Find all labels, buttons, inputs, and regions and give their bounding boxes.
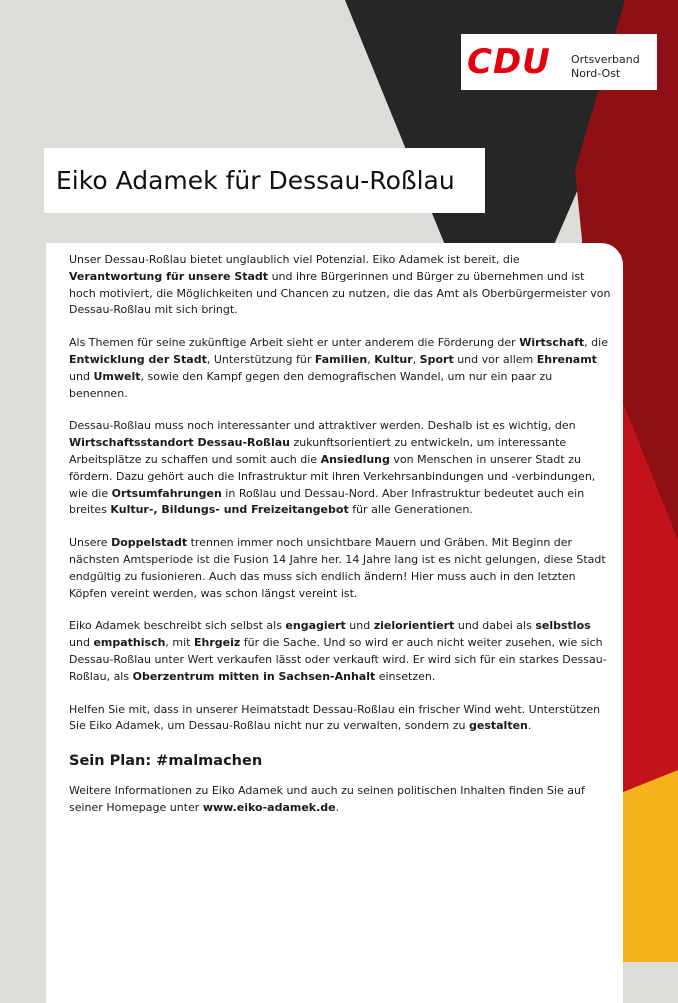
highlight: zielorientiert (373, 619, 455, 633)
logo-subtitle (571, 53, 640, 81)
highlight: Familien (314, 352, 368, 366)
logo-line-2: Nord-Ost (571, 67, 621, 80)
highlight: Ehrenamt (536, 352, 597, 366)
body-content (69, 252, 614, 817)
cdu-logo: CDU (467, 42, 551, 82)
paragraph-7: Weitere Informationen zu Eiko Adamek und auch zu seinen politischen Inhalten finden Sie auf seiner Homepage unter www.eiko-adamek.de. (69, 784, 585, 814)
highlight: Wirtschaft (519, 336, 585, 350)
highlight: Umwelt (93, 369, 141, 383)
highlight: Sport (419, 352, 454, 366)
paragraph-4: Unsere Doppelstadt trennen immer noch unsichtbare Mauern und Gräben. Mit Beginn der nächsten Amtsperiode ist die Fusion 14 Jahre her. 14 Jahre lang ist es nicht gelungen, diese Stadt endgültig zu fusionieren. Auch das muss sich endlich ändern! Hier muss auch in den letzten Köpfen vereint werden, was schon längst vereint ist. (69, 536, 606, 600)
paragraph-2: Als Themen für seine zukünftige Arbeit sieht er unter anderem die Förderung der Wirtschaft, die Entwicklung der Stadt, Unterstützung für Familien, Kultur, Sport und vor allem Ehrenamt und Umwelt, sowie den Kampf gegen den demografischen Wandel, um nur ein paar zu benennen. (69, 336, 608, 400)
highlight: gestalten (468, 719, 528, 733)
paragraph-5: Eiko Adamek beschreibt sich selbst als engagiert und zielorientiert und dabei als selbstlos und empathisch, mit Ehrgeiz für die Sache. Und so wird er auch nicht weiter zusehen, wie sich Dessau-Roßlau unter Wert verkaufen lässt oder verkauft wird. Er wird sich für ein starkes Dessau-Roßlau, als Oberzentrum mitten in Sachsen-Anhalt einsetzen. (69, 619, 607, 683)
paragraph-3: Dessau-Roßlau muss noch interessanter und attraktiver werden. Deshalb ist es wichtig, den Wirtschaftsstandort Dessau-Roßlau zukunftsorientiert zu entwickeln, um interessante Arbeitsplätze zu schaffen und somit auch die Ansiedlung von Menschen in unserer Stadt zu fördern. Dazu gehört auch die Infrastruktur mit ihren Verkehrsanbindungen und -verbindungen, wie die Ortsumfahrungen in Roßlau und Dessau-Nord. Aber Infrastruktur bedeutet auch ein breites Kultur-, Bildungs- und Freizeitangebot für alle Generationen. (69, 419, 596, 517)
highlight: engagiert (285, 619, 346, 633)
highlight: selbstlos (535, 619, 591, 633)
highlight: Wirtschaftsstandort Dessau-Roßlau (69, 436, 290, 450)
highlight: Kultur-, Bildungs- und Freizeitangebot (110, 503, 349, 517)
highlight: Ortsumfahrungen (111, 486, 222, 500)
title-box (44, 148, 485, 213)
highlight: Oberzentrum mitten in Sachsen-Anhalt (132, 669, 376, 683)
highlight: Ansiedlung (320, 452, 390, 466)
logo-line-1: Ortsverband (571, 53, 640, 66)
highlight: Ehrgeiz (194, 636, 241, 650)
homepage-link[interactable]: www.eiko-adamek.de (202, 800, 336, 814)
highlight: empathisch (93, 636, 166, 650)
highlight: Doppelstadt (111, 536, 188, 550)
logo-box (461, 34, 657, 90)
plan-heading: Sein Plan: #malmachen (69, 753, 263, 770)
highlight: Verantwortung für unsere Stadt (69, 269, 269, 283)
page-title: Eiko Adamek für Dessau-Roßlau (56, 166, 455, 195)
highlight: Kultur (374, 352, 413, 366)
highlight: Entwicklung der Stadt (69, 352, 207, 366)
paragraph-6: Helfen Sie mit, dass in unserer Heimatstadt Dessau-Roßlau ein frischer Wind weht. Unterstützen Sie Eiko Adamek, um Dessau-Roßlau nicht nur zu verwalten, sondern zu gestalten. (69, 702, 601, 733)
paragraph-1: Unser Dessau-Roßlau bietet unglaublich viel Potenzial. Eiko Adamek ist bereit, die Verantwortung für unsere Stadt und ihre Bürgerinnen und Bürger zu übernehmen und ist hoch motiviert, die Möglichkeiten und Chancen zu nutzen, die das Amt als Oberbürgermeister von Dessau-Roßlau mit sich bringt. (69, 253, 611, 317)
